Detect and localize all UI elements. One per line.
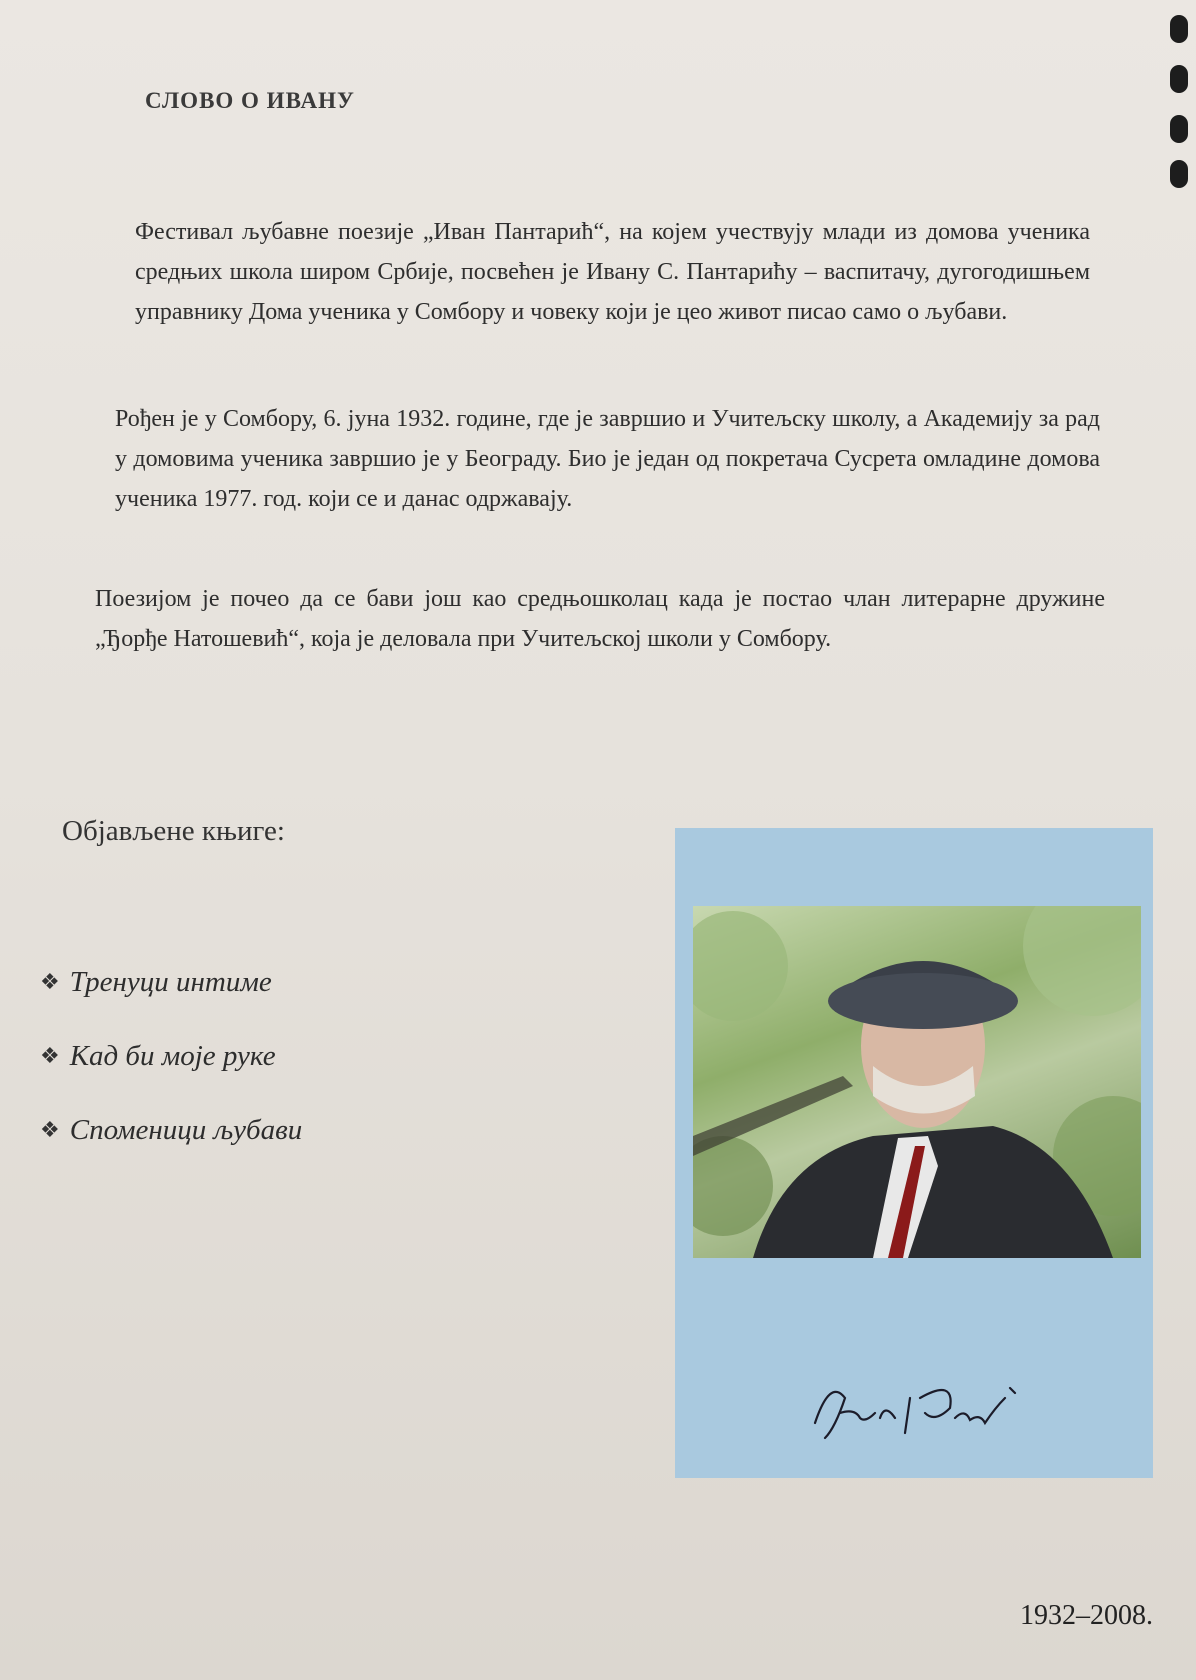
portrait-illustration xyxy=(693,906,1141,1258)
published-books-title: Објављене књиге: xyxy=(62,815,285,847)
paragraph-festival: Фестивал љубавне поезије „Иван Пантарић“, на којем учествују млади из домова ученика средњих школа широм Србије, посвећен је Ивану С. Пантарићу – васпитачу, дугогодишњем управнику Дома ученика у Сомбору и човеку који је цео живот писао само о љубави. xyxy=(135,219,1090,325)
portrait-photo xyxy=(693,906,1141,1258)
page-heading: СЛОВО О ИВАНУ xyxy=(145,88,355,113)
book-title: Кад би моје руке xyxy=(69,1039,276,1072)
diamond-bullet-icon: ❖ xyxy=(40,969,60,994)
diamond-bullet-icon: ❖ xyxy=(40,1043,60,1068)
handwritten-signature xyxy=(805,1368,1025,1448)
book-item xyxy=(40,945,302,1019)
book-title: Тренуци интиме xyxy=(69,965,272,998)
paragraph-poetry: Поезијом је почео да се бави још као средњошколац када је постао члан литерарне дружине „Ђорђе Натошевић“, која је деловала при Учитељској школи у Сомбору. xyxy=(95,586,1105,652)
portrait-card xyxy=(675,828,1153,1478)
book-item xyxy=(40,1019,302,1093)
book-title: Споменици љубави xyxy=(69,1113,303,1146)
diamond-bullet-icon: ❖ xyxy=(40,1117,60,1142)
book-list xyxy=(40,945,302,1167)
book-item xyxy=(40,1093,302,1167)
spiral-binding xyxy=(1164,10,1188,200)
life-years: 1932–2008. xyxy=(1020,1600,1153,1631)
paragraph-biography: Рођен је у Сомбору, 6. јуна 1932. године, где је завршио и Учитељску школу, а Академију за рад у домовима ученика завршио је у Београду. Био је један од покретача Сусрета омладине домова ученика 1977. год. који се и данас одржавају. xyxy=(115,406,1100,512)
